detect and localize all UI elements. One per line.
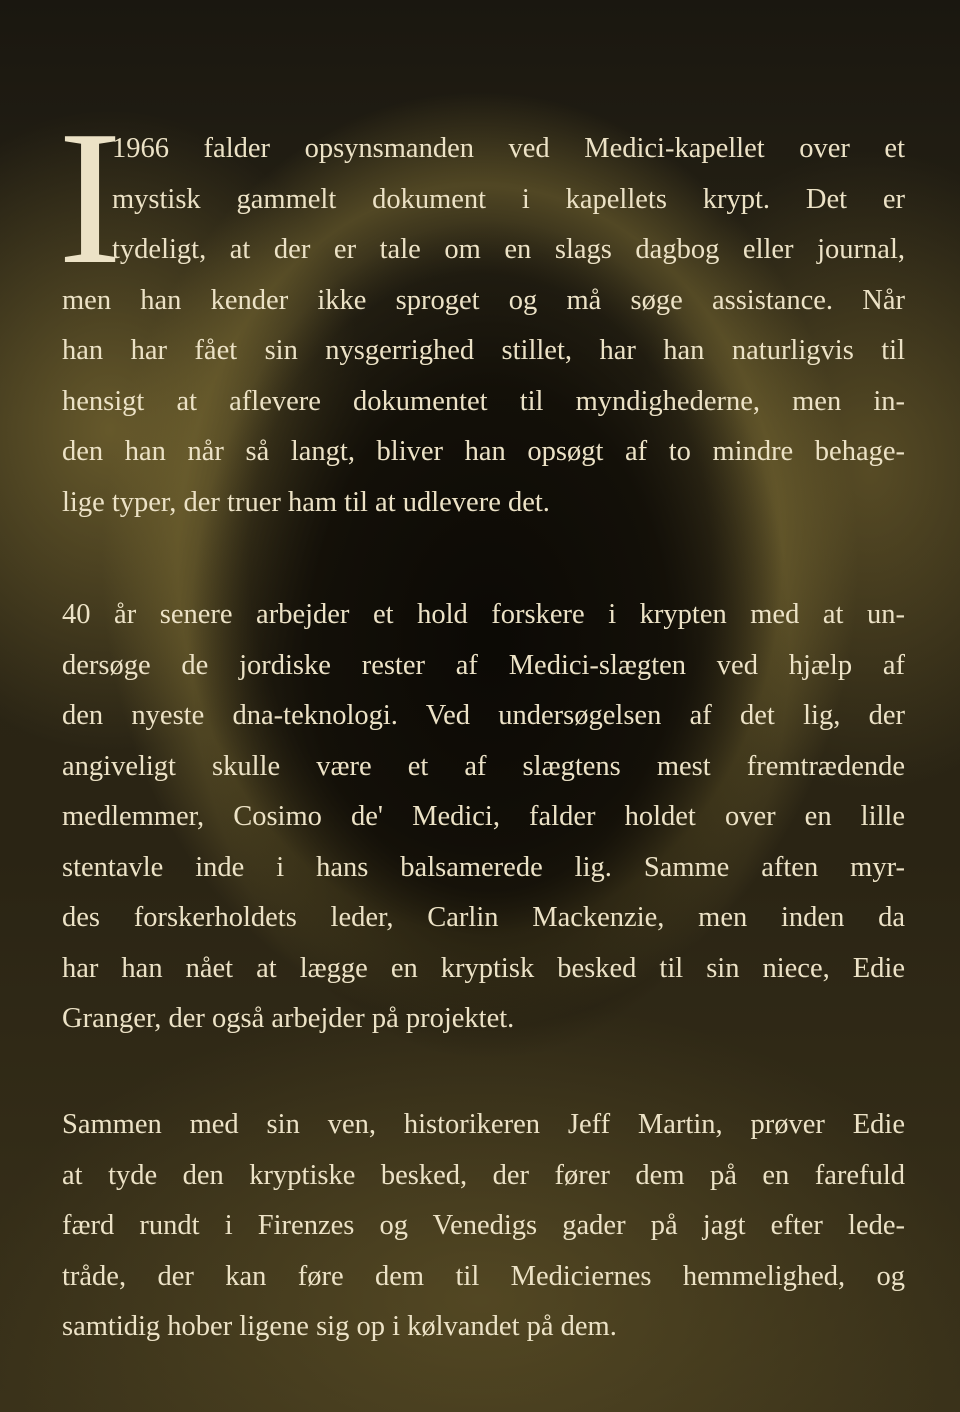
text-line: dersøge de jordiske rester af Medici-slægten ved hjælp af [62, 649, 905, 681]
text-line: tydeligt, at der er tale om en slags dagbog eller journal, [112, 234, 905, 265]
text-line: at tyde den kryptiske besked, der fører dem på en farefuld [62, 1159, 905, 1191]
paragraph-1 [62, 124, 905, 528]
text-line: stentavle inde i hans balsamerede lig. Samme aften myr- [62, 851, 905, 883]
text-line: medlemmer, Cosimo de' Medici, falder holdet over en lille [62, 801, 905, 832]
text-line: har han nået at lægge en kryptisk besked til sin niece, Edie [62, 952, 905, 984]
text-line: Sammen med sin ven, historikeren Jeff Martin, prøver Edie [62, 1109, 905, 1140]
text-line: samtidig hober ligene sig op i kølvandet på dem. [62, 1311, 617, 1342]
text-line: den nyeste dna-teknologi. Ved undersøgelsen af det lig, der [62, 700, 905, 731]
text-line: des forskerholdets leder, Carlin Mackenzie, men inden da [62, 902, 905, 933]
text-line: men han kender ikke sproget og må søge assistance. Når [62, 284, 905, 316]
paragraph-2 [62, 590, 905, 1045]
drop-cap: I [58, 91, 122, 304]
text-line: hensigt at aflevere dokumentet til myndighederne, men in- [62, 385, 905, 417]
paragraph-3 [62, 1100, 905, 1353]
text-line: færd rundt i Firenzes og Venedigs gader på jagt efter lede- [62, 1210, 905, 1241]
text-line: lige typer, der truer ham til at udlevere det. [62, 486, 550, 518]
text-line: 1966 falder opsynsmanden ved Medici-kapellet over et [112, 133, 905, 164]
text-line: mystisk gammelt dokument i kapellets krypt. Det er [112, 183, 905, 215]
text-line: den han når så langt, bliver han opsøgt af to mindre behage- [62, 436, 905, 467]
text-line: han har fået sin nysgerrighed stillet, har han naturligvis til [62, 335, 905, 366]
text-line: Granger, der også arbejder på projektet. [62, 1003, 515, 1034]
text-line: tråde, der kan føre dem til Mediciernes hemmelighed, og [62, 1260, 905, 1292]
text-line: angiveligt skulle være et af slægtens mest fremtrædende [62, 750, 905, 782]
text-line: 40 år senere arbejder et hold forskere i krypten med at un- [62, 599, 905, 630]
